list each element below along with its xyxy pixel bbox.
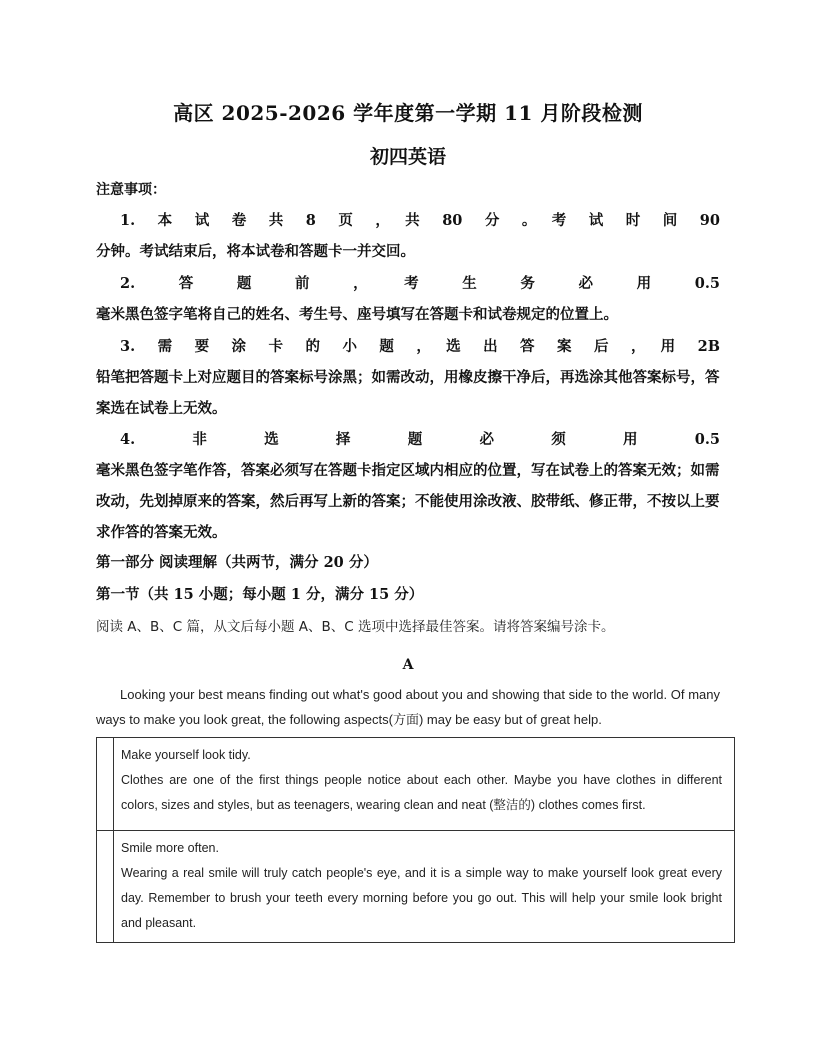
notice-item-1-rest: 分钟。考试结束后，将本试卷和答题卡一并交回。 xyxy=(96,243,415,260)
notice-item-2-first-line: 2. 答 题 前 ， 考 生 务 必 用 0.5 xyxy=(120,275,720,292)
section-heading: 第一节（共 15 小题；每小题 1 分，满分 15 分） xyxy=(96,586,424,603)
notice-item-3-first-line: 3. 需 要 涂 卡 的 小 题 ， 选 出 答 案 后 ， 用 2B xyxy=(120,338,720,355)
notice-item-3-rest: 铅笔把答题卡上对应题目的答案标号涂黑；如需改动，用橡皮擦干净后，再选涂其他答案标号，答案选在试卷上无效。 xyxy=(96,369,720,417)
notice-item-4-first-line: 4. 非 选 择 题 必 须 用 0.5 xyxy=(120,431,720,448)
passage-intro: Looking your best means finding out what's good about you and showing that side to the world. Of many ways to make you look great, the following aspects(方面) may be easy but of great help. xyxy=(96,687,720,727)
tip-row-2 xyxy=(121,836,722,936)
tip-1-heading: Make yourself look tidy. xyxy=(121,748,251,762)
table-gutter-line xyxy=(113,738,114,942)
tip-2-heading: Smile more often. xyxy=(121,841,219,855)
tip-1-body: Clothes are one of the first things people notice about each other. Maybe you have clothes in different colors, sizes and styles, but as teenagers, wearing clean and neat (整洁的) clothes comes first. xyxy=(121,773,722,812)
notice-heading: 注意事项： xyxy=(96,182,166,198)
exam-subtitle: 初四英语 xyxy=(369,146,446,168)
notice-item-2 xyxy=(96,268,720,330)
notice-item-4 xyxy=(96,424,720,548)
notice-item-3 xyxy=(96,331,720,424)
section-instruction: 阅读 A、B、C 篇，从文后每小题 A、B、C 选项中选择最佳答案。请将答案编号涂卡。 xyxy=(96,619,615,635)
tips-table xyxy=(96,737,735,943)
passage-letter: A xyxy=(402,657,414,673)
notice-item-1-first-line: 1. 本 试 卷 共 8 页 ， 共 80 分 。 考 试 时 间 90 xyxy=(120,212,720,229)
exam-title: 高区 2025-2026 学年度第一学期 11 月阶段检测 xyxy=(173,101,643,125)
tip-row-1 xyxy=(121,743,722,818)
part-heading: 第一部分 阅读理解（共两节，满分 20 分） xyxy=(96,554,378,571)
notice-item-4-rest: 毫米黑色签字笔作答，答案必须写在答题卡指定区域内相应的位置，写在试卷上的答案无效；如需改动，先划掉原来的答案，然后再写上新的答案；不能使用涂改液、胶带纸、修正带，不按以上要求作答的答案无效。 xyxy=(96,462,720,541)
table-row-divider xyxy=(97,830,734,831)
notice-item-1 xyxy=(96,205,720,267)
tip-2-body: Wearing a real smile will truly catch people's eye, and it is a simple way to make yourself look great every day. Remember to brush your teeth every morning before you go out. This will help your smile look bright and pleasant. xyxy=(121,866,722,930)
notice-item-2-rest: 毫米黑色签字笔将自己的姓名、考生号、座号填写在答题卡和试卷规定的位置上。 xyxy=(96,306,618,323)
